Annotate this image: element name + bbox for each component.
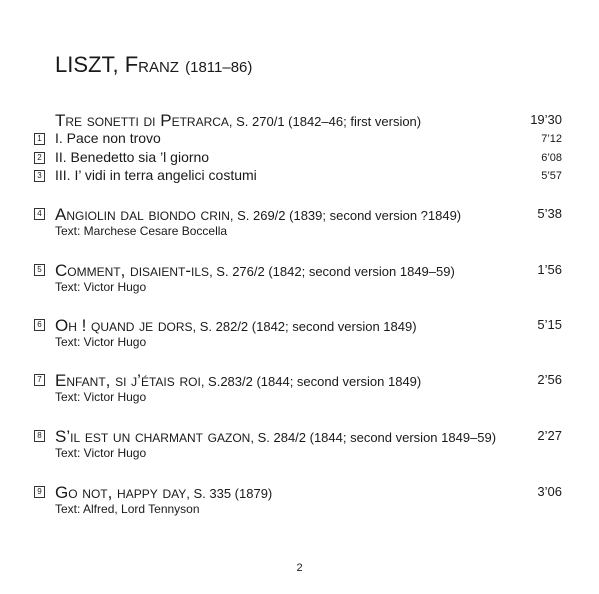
composer-first-name: Franz	[124, 52, 179, 77]
track-duration: 7’12	[541, 133, 562, 145]
song-title: Oh ! quand je dors	[55, 316, 193, 335]
song-catalogue: , S. 269/2 (1839; second version ?1849)	[229, 208, 462, 223]
track-duration: 6’08	[541, 152, 562, 164]
song-title: Angiolin dal biondo crin	[55, 205, 230, 224]
song-heading	[55, 371, 421, 391]
text-credit: Text: Victor Hugo	[55, 446, 147, 460]
text-credit: Text: Alfred, Lord Tennyson	[55, 502, 200, 516]
text-credit: Text: Victor Hugo	[55, 335, 147, 349]
song-catalogue: , S.283/2 (1844; second version 1849)	[200, 374, 422, 389]
text-credit: Text: Victor Hugo	[55, 390, 147, 404]
composer-dates: (1811–86)	[185, 59, 253, 76]
track-row	[34, 483, 562, 503]
track-number: 3	[34, 170, 45, 182]
song-catalogue: , S. 276/2 (1842; second version 1849–59)	[209, 264, 455, 279]
track-duration: 2’56	[537, 372, 562, 387]
song-catalogue: , S. 282/2 (1842; second version 1849)	[192, 319, 417, 334]
movement-title: I. Pace non trovo	[55, 130, 161, 146]
song-title: S’il est un charmant gazon	[55, 427, 251, 446]
track-duration: 1’56	[537, 262, 562, 277]
track-duration: 5’15	[537, 317, 562, 332]
song-title: Go not, happy day	[55, 483, 187, 502]
track-row	[34, 371, 562, 391]
work-catalogue: , S. 270/1 (1842–46; first version)	[228, 114, 422, 129]
song-heading	[55, 483, 272, 503]
track-number: 1	[34, 133, 45, 145]
work-heading	[55, 111, 421, 131]
song-catalogue: , S. 335 (1879)	[186, 486, 273, 501]
song-title: Enfant, si j’étais roi	[55, 371, 201, 390]
track-row	[34, 261, 562, 281]
composer-heading	[55, 52, 252, 78]
song-heading	[55, 205, 461, 225]
track-duration: 3’06	[537, 484, 562, 499]
track-number: 7	[34, 374, 45, 386]
movement-title: II. Benedetto sia ’l giorno	[55, 149, 210, 165]
track-number: 2	[34, 152, 45, 164]
song-heading	[55, 427, 496, 447]
movement-title: III. I’ vidi in terra angelici costumi	[55, 167, 257, 183]
page-number: 2	[296, 562, 303, 574]
work-sonetti	[34, 111, 562, 131]
composer-surname: LISZT,	[55, 52, 119, 77]
song-heading	[55, 261, 455, 281]
track-number: 5	[34, 264, 45, 276]
text-credit: Text: Victor Hugo	[55, 280, 147, 294]
song-title: Comment, disaient-ils	[55, 261, 210, 280]
work-title: Tre sonetti di Petrarca	[55, 111, 229, 130]
track-number: 8	[34, 430, 45, 442]
track-number: 6	[34, 319, 45, 331]
track-row	[34, 205, 562, 225]
track-duration: 5’38	[537, 206, 562, 221]
track-duration: 5’57	[541, 170, 562, 182]
song-heading	[55, 316, 417, 336]
text-credit: Text: Marchese Cesare Boccella	[55, 224, 228, 238]
track-number: 4	[34, 208, 45, 220]
song-catalogue: , S. 284/2 (1844; second version 1849–59)	[250, 430, 497, 445]
track-duration: 2’27	[537, 428, 562, 443]
track-row	[34, 316, 562, 336]
work-duration: 19’30	[530, 112, 562, 127]
track-number: 9	[34, 486, 45, 498]
track-row	[34, 427, 562, 447]
